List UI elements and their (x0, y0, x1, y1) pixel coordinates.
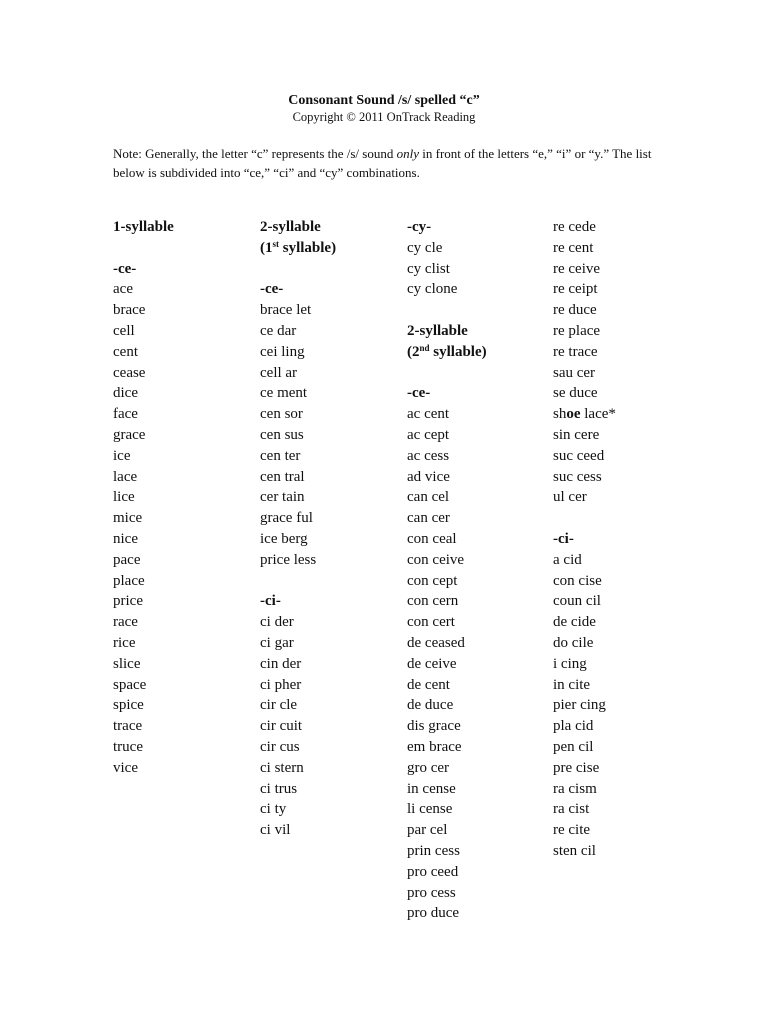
word-item: cy clist (407, 260, 450, 277)
word-item: a cid (553, 551, 582, 568)
word-item: re ceive (553, 260, 601, 277)
section-heading: 2-syllable (407, 322, 468, 339)
word-item: dis grace (407, 718, 461, 735)
word-item: in cite (553, 676, 591, 693)
word-item: pace (113, 551, 141, 568)
section-heading: 1-syllable (113, 219, 174, 235)
subheading-rest: syllable) (429, 343, 487, 360)
spacer (113, 238, 263, 259)
word-item: con cept (407, 572, 458, 589)
word-item: cei ling (260, 343, 305, 360)
word-item: cer tain (260, 489, 305, 506)
word-item: brace let (260, 302, 312, 319)
spacer (260, 571, 410, 592)
word-item: ci gar (260, 634, 294, 651)
word-item: can cel (407, 489, 450, 506)
word-item: vice (113, 759, 138, 776)
word-item: price (113, 593, 143, 610)
word-item: re cent (553, 239, 594, 256)
word-item: de cide (553, 614, 596, 631)
word-item: suc cess (553, 468, 602, 485)
section-subheading (407, 342, 557, 363)
section-heading: -ci- (553, 530, 574, 547)
word-item: cir cus (260, 738, 300, 755)
note-text-end: in front of the letters “e,” “i” or “y.” The list below is subdivided into “ce,” “ci” and “cy” combinations. (113, 146, 652, 180)
word-item: ice (113, 447, 131, 464)
spacer (260, 259, 410, 280)
section-heading: -ci- (260, 593, 281, 610)
word-item (553, 404, 703, 425)
word-item: price less (260, 551, 317, 568)
word-item: re ceipt (553, 281, 598, 298)
word-item: li cense (407, 801, 453, 818)
subheading-rest: syllable) (279, 239, 337, 256)
word-item: de ceased (407, 634, 465, 651)
word-item: cir cle (260, 697, 298, 714)
word-item: do cile (553, 634, 594, 651)
word-item: em brace (407, 738, 462, 755)
note-emphasis: only (396, 146, 419, 161)
word-item: cir cuit (260, 718, 303, 735)
word-item: prin cess (407, 842, 460, 859)
word-item: de cent (407, 676, 450, 693)
word-item: pro ceed (407, 863, 459, 880)
word-item: ci stern (260, 759, 304, 776)
word-item: ac cept (407, 426, 450, 443)
word-item: ra cist (553, 801, 590, 818)
word-item: brace (113, 302, 146, 319)
word-part: sh (553, 406, 567, 423)
word-item: ci trus (260, 780, 298, 797)
word-item: ac cent (407, 406, 450, 423)
word-item: ci pher (260, 676, 302, 693)
word-item: face (113, 406, 138, 423)
word-item: re duce (553, 302, 597, 319)
word-item: cen tral (260, 468, 305, 485)
word-item: ice berg (260, 530, 308, 547)
word-item: sten cil (553, 842, 596, 859)
spacer (407, 300, 557, 321)
word-item: can cer (407, 510, 450, 527)
word-item: nice (113, 530, 138, 547)
word-item: coun cil (553, 593, 601, 610)
ordinal-suffix: nd (419, 342, 430, 353)
page-title: Consonant Sound /s/ spelled “c” (288, 93, 480, 108)
word-item: pier cing (553, 697, 606, 714)
word-item: de duce (407, 697, 454, 714)
word-item: cen sor (260, 406, 303, 423)
word-item: mice (113, 510, 143, 527)
word-item: sin cere (553, 426, 600, 443)
section-heading: -ce- (407, 385, 431, 402)
word-item: gro cer (407, 759, 450, 776)
word-item: ace (113, 281, 133, 298)
section-heading: -ce- (113, 260, 137, 277)
word-column-1 (113, 217, 263, 779)
word-item: ul cer (553, 489, 587, 506)
word-item: ci vil (260, 822, 291, 839)
word-item: in cense (407, 780, 456, 797)
word-item: cin der (260, 655, 302, 672)
word-item: cent (113, 343, 138, 360)
copyright-line: Copyright © 2011 OnTrack Reading (292, 110, 476, 124)
word-item: cen ter (260, 447, 301, 464)
word-item: re cede (553, 219, 596, 235)
word-item: race (113, 614, 138, 631)
word-item: cell ar (260, 364, 298, 381)
word-item: truce (113, 738, 143, 755)
word-item: spice (113, 697, 144, 714)
word-item: re trace (553, 343, 598, 360)
word-item: ac cess (407, 447, 450, 464)
note-paragraph (113, 144, 658, 182)
word-item: con cise (553, 572, 602, 589)
word-item: de ceive (407, 655, 457, 672)
word-item: ci ty (260, 801, 287, 818)
word-item: cy clone (407, 281, 458, 298)
word-item: pro duce (407, 905, 460, 922)
word-item: ad vice (407, 468, 450, 485)
ordinal-suffix: st (272, 238, 279, 249)
word-column-4 (553, 217, 703, 862)
word-item: se duce (553, 385, 598, 402)
word-item: pre cise (553, 759, 600, 776)
section-heading: -ce- (260, 281, 284, 298)
word-item: con ceal (407, 530, 457, 547)
word-item: ci der (260, 614, 294, 631)
word-item: dice (113, 385, 138, 402)
word-item: re place (553, 322, 601, 339)
word-item: cease (113, 364, 146, 381)
word-item: cell (113, 322, 135, 339)
word-column-3 (407, 217, 557, 924)
subheading-prefix: (2 (407, 343, 420, 360)
word-item: grace (113, 426, 146, 443)
word-item: re cite (553, 822, 591, 839)
word-item: suc ceed (553, 447, 605, 464)
section-heading: -cy- (407, 219, 432, 235)
word-item: con ceive (407, 551, 465, 568)
word-item: i cing (553, 655, 587, 672)
word-item: pla cid (553, 718, 594, 735)
word-item: con cern (407, 593, 459, 610)
word-item: trace (113, 718, 143, 735)
word-item: space (113, 676, 147, 693)
word-item: grace ful (260, 510, 313, 527)
note-text-start: Note: Generally, the letter “c” represents the /s/ sound (113, 146, 397, 161)
word-item: cy cle (407, 239, 443, 256)
word-item: ce dar (260, 322, 297, 339)
word-item: ra cism (553, 780, 597, 797)
word-column-2 (260, 217, 410, 841)
word-item: ce ment (260, 385, 308, 402)
word-item: cen sus (260, 426, 304, 443)
word-item: pro cess (407, 884, 456, 901)
word-item: pen cil (553, 738, 594, 755)
word-item: slice (113, 655, 141, 672)
word-item: rice (113, 634, 136, 651)
word-part: lace* (580, 406, 616, 423)
spacer (407, 363, 557, 384)
word-item: sau cer (553, 364, 596, 381)
word-item: lice (113, 489, 135, 506)
word-item: place (113, 572, 145, 589)
word-item: par cel (407, 822, 448, 839)
subheading-prefix: (1 (260, 239, 273, 256)
word-item: lace (113, 468, 138, 485)
spacer (553, 508, 703, 529)
word-bold-part: oe (566, 406, 581, 423)
word-item: con cert (407, 614, 455, 631)
section-subheading (260, 238, 410, 259)
section-heading: 2-syllable (260, 219, 321, 235)
